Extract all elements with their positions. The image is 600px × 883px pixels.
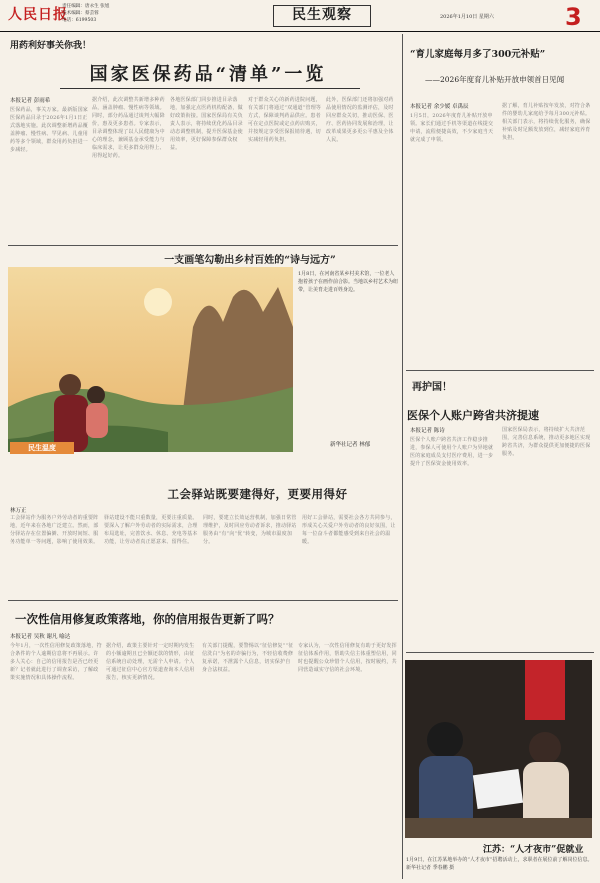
story1-headline: 国家医保药品“清单”一览 bbox=[89, 64, 327, 85]
right2-headline: 医保个人账户跨省共济提速 bbox=[407, 409, 539, 422]
text-column: 驿站建设不能只重数量，更要注重质量。要深入了解户外劳动者的实际需求，合理布局选址，完善饮水、休息、充电等基本功能，让劳动者真正愿意来、留得住。 bbox=[104, 515, 198, 545]
section-divider bbox=[8, 600, 398, 601]
text-column: 各地医保部门同步推进目录落地，加强定点医药机构配备，做好政策衔接。国家医保局有关负责人表示，将持续优化药品目录动态调整机制，提升医保基金使用效率，更好保障参保群众权益。 bbox=[170, 97, 243, 151]
text-column: 国家医保局表示，将持续扩大共济范围，完善信息系统，推动更多地区实现跨省共济，为群众提供更加便捷的医保服务。 bbox=[502, 427, 591, 457]
page-number: 3 bbox=[565, 3, 582, 31]
section-divider bbox=[406, 370, 594, 371]
right1-title: “育儿家庭每月多了300元补贴” bbox=[410, 49, 546, 60]
story1-kicker: 用药利好事关你我！ bbox=[10, 41, 92, 51]
section-badge: 民生温度 bbox=[10, 442, 74, 454]
text-column: 今年1月，一次性信用修复政策落地，符合条件的个人逾期信息将不再展示。许多人关心：自己的信用报告是否已经更新？记者就此进行了调查采访，了解政策实施情况和具体操作流程。 bbox=[10, 643, 102, 681]
feature-byline: 新华社记者 林郁 bbox=[330, 442, 371, 448]
right1-byline: 本报记者 余少媛 卓禹辰 bbox=[410, 104, 469, 110]
story1-byline: 本报记者 彭雨希 bbox=[10, 98, 51, 104]
text-column: 工会驿站作为服务户外劳动者的重要阵地，近年来在各地广泛建立。然而，部分驿站存在位置偏僻、开放时间短、服务功能单一等问题，影响了使用效果。 bbox=[10, 515, 99, 545]
story2-headline: 工会驿站既要建得好，更要用得好 bbox=[167, 487, 348, 501]
headline-rule bbox=[60, 88, 360, 89]
text-column: 用好工会驿站，需要社会各方共同参与，形成关心关爱户外劳动者的良好氛围，让每一位奋斗者都能感受到来自社会的温暖。 bbox=[302, 515, 396, 545]
right2-byline: 本报记者 陈诗 bbox=[410, 428, 445, 434]
text-column: 同时，要建立长效运营机制，加强日常管理维护，及时回应劳动者诉求，推动驿站服务由“有”向“优”转变，为城市温度加分。 bbox=[203, 515, 297, 545]
section-divider bbox=[8, 245, 398, 246]
child-figure bbox=[86, 386, 108, 438]
text-column: 此外，医保部门还将加强对药品使用情况的监测评估，及时回应群众关切，推动医保、医疗、医药协同发展和治理，让改革成果更多更公平惠及全体人民。 bbox=[326, 97, 394, 143]
editor-line: 责任编辑：唐永生 张旭 bbox=[62, 4, 110, 9]
right2-kicker: 再护国！ bbox=[412, 382, 452, 393]
text-column: 据介绍，此次调整共新增多种药品，涵盖肿瘤、慢性病等领域。同时，部分药品通过谈判大幅降价，惠及更多患者。专家表示，目录调整体现了以人民健康为中心的理念，兼顾基金承受能力与临床需求，让更多群众用得上、用得起好药。 bbox=[92, 97, 165, 159]
phone-line: 电话：6199503 bbox=[62, 18, 97, 23]
feature-title: 一支画笔勾勒出乡村百姓的“诗与远方” bbox=[164, 255, 336, 266]
feature-photo bbox=[8, 267, 293, 452]
feature-caption: 1月8日，在河南省某乡村美术馆，一位老人抱着孩子在画作前合影。当地以乡村艺术为纽带，让美育走进百姓身边。 bbox=[298, 271, 398, 293]
text-column: 据介绍，政策主要针对一定时期内发生的小额逾期且已全额还款的情形，由征信系统自动处理，无需个人申请。个人可通过征信中心官方渠道查询本人信用报告，核实更新情况。 bbox=[106, 643, 195, 681]
text-column: 1月5日，2026年度育儿补贴开放申领。家长们通过手机等渠道在线提交申请，流程便捷高效，不少家庭当天就完成了申领。 bbox=[410, 113, 494, 143]
column-divider bbox=[402, 34, 403, 879]
story2-byline: 林万正 bbox=[10, 508, 27, 514]
right3-caption: 1月9日，在江苏某地举办的“人才夜市”招聘活动上，求职者在展位前了解岗位信息。新华社记者 季春鹏 摄 bbox=[406, 857, 593, 871]
story3-byline: 本报记者 吴秋 谢凡 喻达 bbox=[10, 634, 71, 640]
job-fair-photo bbox=[405, 660, 592, 838]
masthead-info bbox=[62, 3, 262, 24]
text-column: 专家认为，一次性信用修复有助于更好发挥征信体系作用，帮助失信主体重塑信用，同时也提醒公众珍惜个人信用，按时履约，共同营造诚实守信的社会环境。 bbox=[298, 643, 397, 673]
text-column: 医保个人账户跨省共济工作稳步推进，参保人可使用个人账户为异地就医的家庭成员支付医疗费用，进一步提升了医保资金使用效率。 bbox=[410, 437, 494, 467]
right1-subtitle: ——2026年度育儿补贴开放申领首日见闻 bbox=[425, 75, 565, 84]
section-title: 民生观察 bbox=[273, 5, 371, 27]
text-column: 有关部门提醒，要警惕以“征信修复”“征信洗白”为名的诈骗行为，不轻信收费修复承诺，不泄露个人信息，切实保护自身合法权益。 bbox=[202, 643, 294, 673]
issue-date: 2026年1月10日 星期六 bbox=[440, 14, 494, 20]
section-divider bbox=[406, 652, 594, 653]
designer-line: 美术编辑：蔡芸蓉 bbox=[62, 11, 99, 16]
right3-title: 江苏：“人才夜市”促就业 bbox=[483, 845, 584, 855]
story3-headline: 一次性信用修复政策落地，你的信用报告更新了吗？ bbox=[15, 612, 280, 626]
story1-lead: 医保药品，事关万家。最新版国家医保药品目录于2026年1月1日正式落地实施。此次调整新增药品覆盖肿瘤、慢性病、罕见病、儿童用药等多个领域，群众用药负担进一步减轻。 bbox=[10, 107, 88, 153]
text-column: 据了解，育儿补贴按年发放，对符合条件的婴幼儿家庭给予每月300元补贴。相关部门表示，将持续优化服务，确保补贴及时足额发放到位，减轻家庭养育负担。 bbox=[502, 103, 591, 141]
newspaper-logo: 人民日报 bbox=[8, 7, 68, 23]
text-column: 对于群众关心的新药进院问题，有关部门将通过“双通道”管理等方式，保障谈判药品供应。患者可在定点医院或定点药店购买，并按规定享受医保报销待遇，切实减轻用药负担。 bbox=[248, 97, 322, 143]
